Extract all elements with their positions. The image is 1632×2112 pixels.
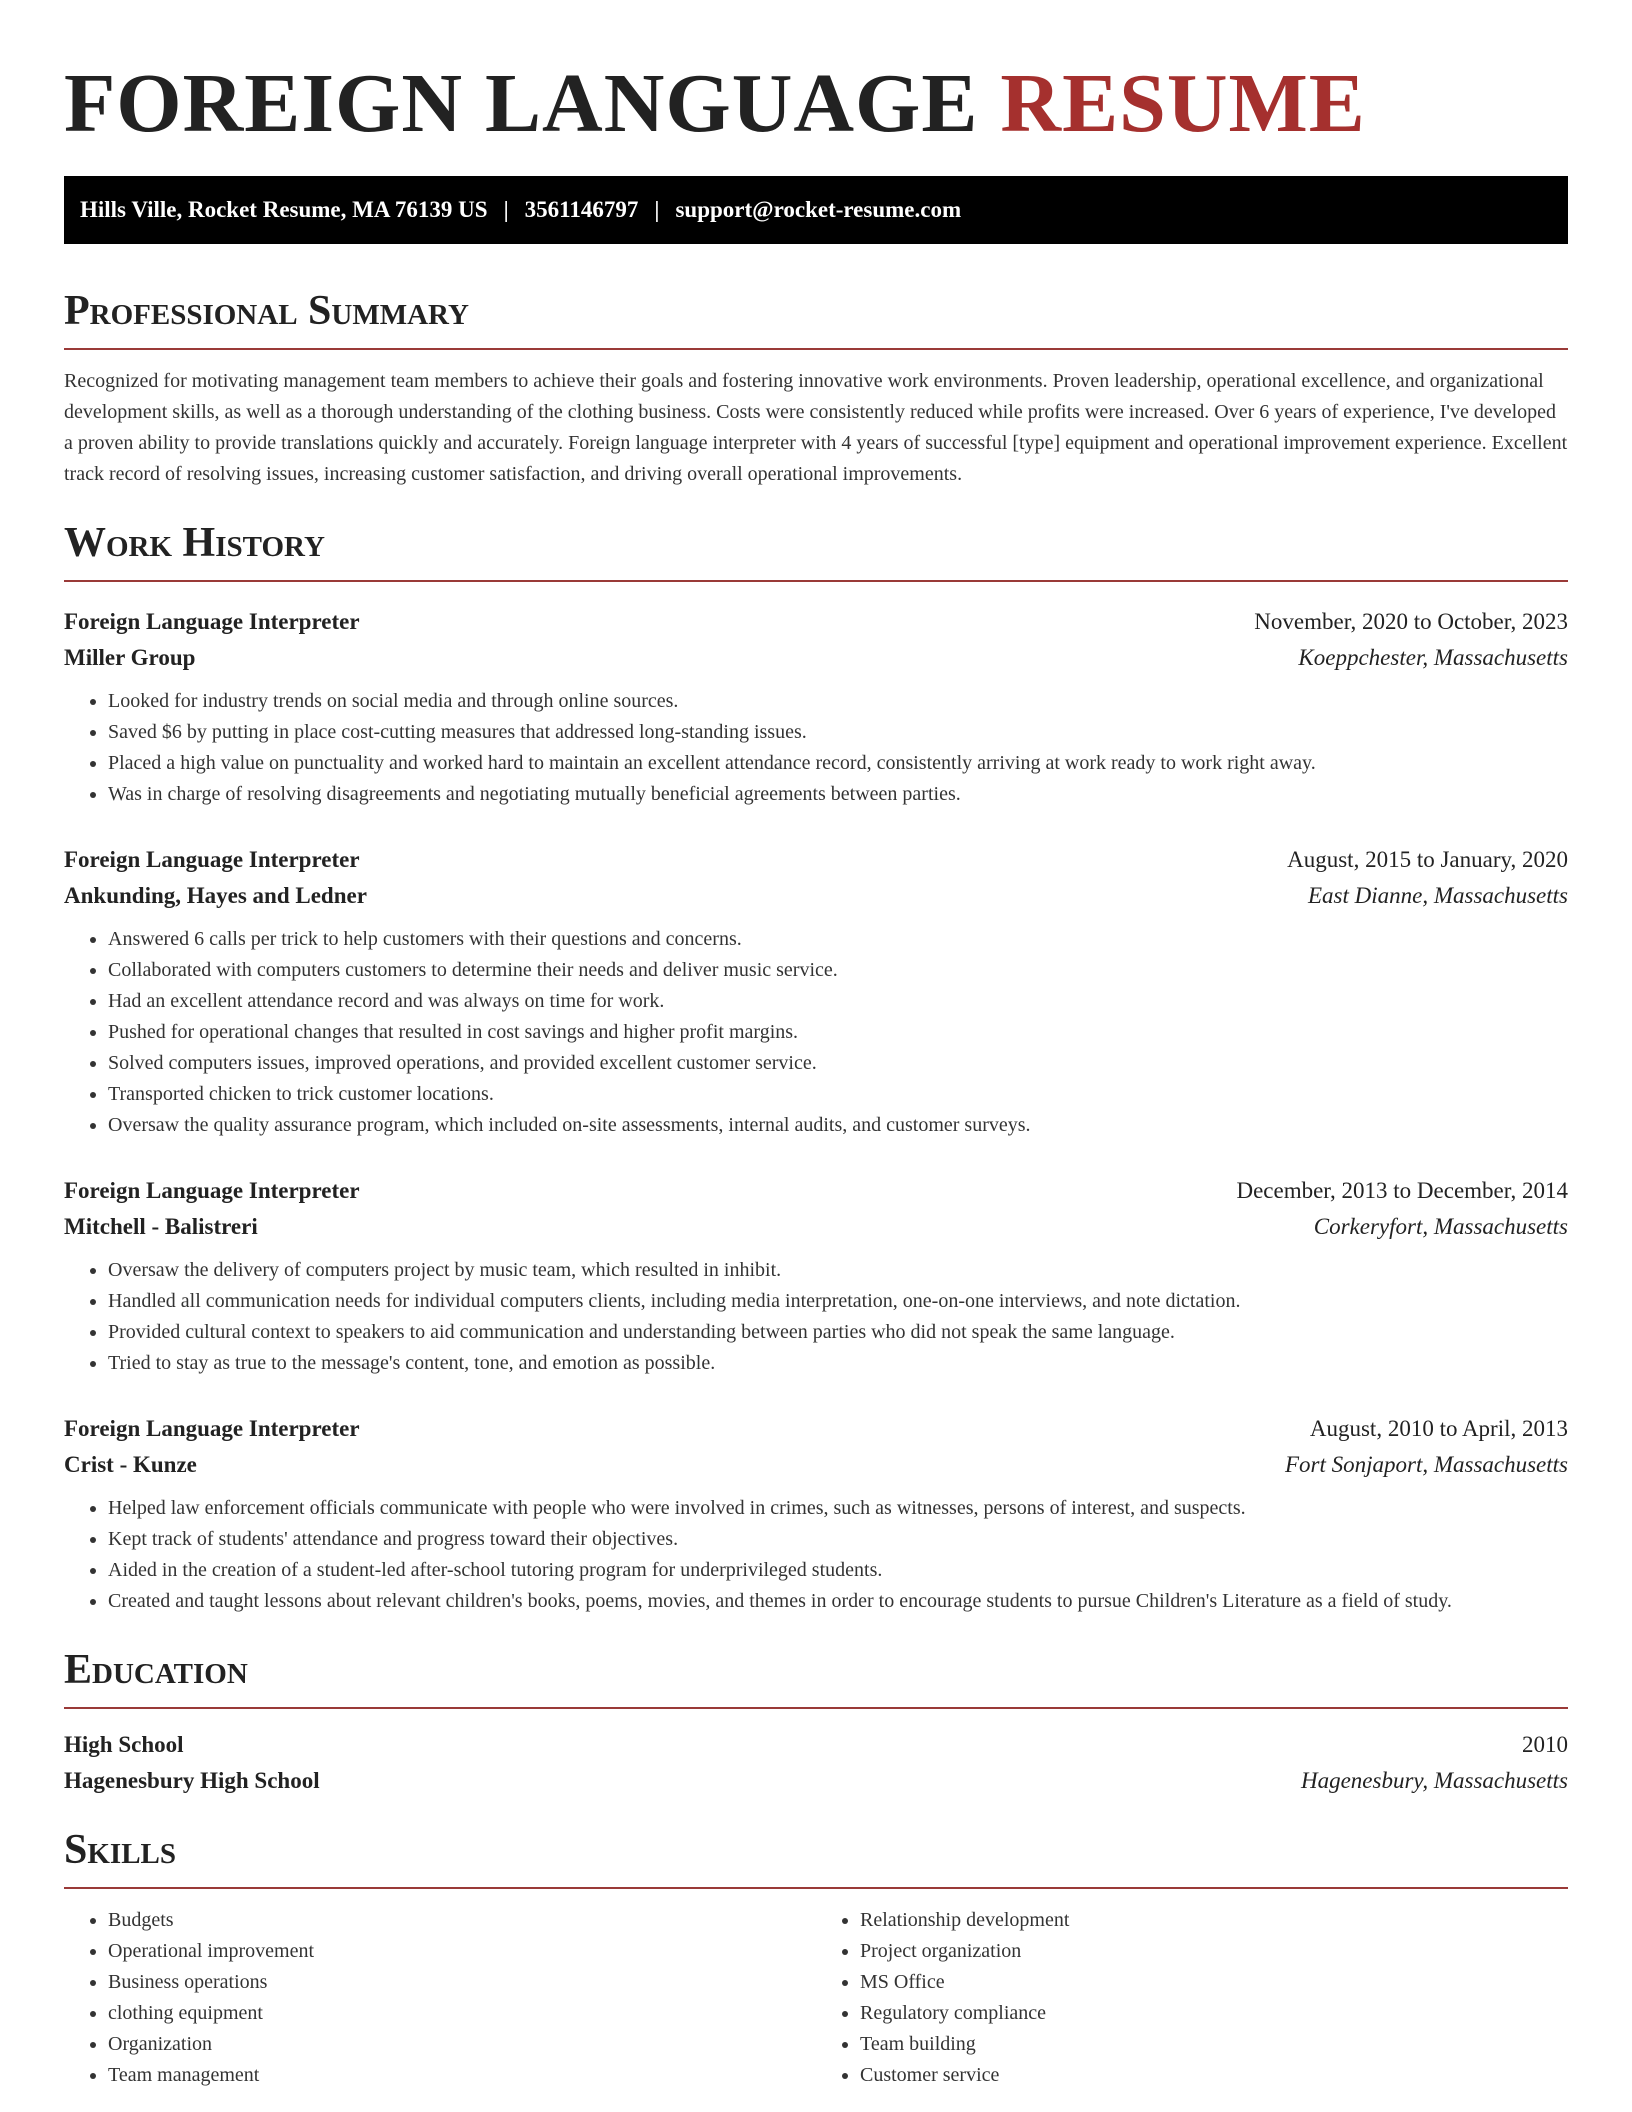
section-divider	[64, 580, 1568, 582]
job-entry	[64, 1411, 1568, 1617]
list-item: • Had an excellent attendance record and was always on time for work.	[108, 986, 1568, 1017]
list-item: • Placed a high value on punctuality and worked hard to maintain an excellent attendance record, consistently arriving at work ready to work right away.	[108, 748, 1568, 779]
list-item: • Oversaw the quality assurance program, which included on-site assessments, internal audits, and customer surveys.	[108, 1110, 1568, 1141]
contact-separator: |	[503, 197, 509, 222]
section-divider	[64, 348, 1568, 350]
jobs-list	[64, 604, 1568, 1617]
list-item: • Oversaw the delivery of computers project by music team, which resulted in inhibit.	[108, 1255, 1568, 1286]
contact-phone: 3561146797	[524, 197, 639, 222]
job-title: Foreign Language Interpreter	[64, 1416, 360, 1441]
contact-separator: |	[654, 197, 660, 222]
list-item: • Collaborated with computers customers to determine their needs and deliver music service.	[108, 955, 1568, 986]
list-item: • Looked for industry trends on social media and through online sources.	[108, 686, 1568, 717]
job-title: Foreign Language Interpreter	[64, 1178, 360, 1203]
summary-text: Recognized for motivating management team members to achieve their goals and fostering innovative work environments. Proven leadership, operational excellence, and organizational development skills, as well as a thorough understanding of the clothing business. Costs were consistently reduced while profits were increased. Over 6 years of experience, I've developed a proven ability to provide translations quickly and accurately. Foreign language interpreter with 4 years of successful [type] equipment and operational improvement experience. Excellent track record of resolving issues, increasing customer satisfaction, and driving overall operational improvements.	[64, 370, 1568, 485]
contact-address: Hills Ville, Rocket Resume, MA 76139 US	[80, 197, 488, 222]
education-school: Hagenesbury High School	[64, 1768, 320, 1793]
education-entry	[64, 1727, 1568, 1799]
job-dates: December, 2013 to December, 2014	[1236, 1178, 1568, 1203]
skills-list-right	[816, 1905, 1568, 2091]
job-title: Foreign Language Interpreter	[64, 609, 360, 634]
skills-section	[64, 1827, 1568, 2091]
skill-item: • Operational improvement	[108, 1936, 816, 1967]
list-item: • Solved computers issues, improved operations, and provided excellent customer service.	[108, 1048, 1568, 1079]
skill-item: • Regulatory compliance	[860, 1998, 1568, 2029]
list-item: • Provided cultural context to speakers to aid communication and understanding between parties who did not speak the same language.	[108, 1317, 1568, 1348]
skills-columns	[64, 1905, 1568, 2091]
work-history-heading: Work History	[64, 520, 325, 566]
education-heading: Education	[64, 1647, 248, 1693]
list-item: • Helped law enforcement officials communicate with people who were involved in crimes, such as witnesses, persons of interest, and suspects.	[108, 1493, 1568, 1524]
contact-email: support@rocket-resume.com	[675, 197, 962, 222]
section-divider	[64, 1707, 1568, 1709]
list-item: • Handled all communication needs for individual computers clients, including media interpretation, one-on-one interviews, and note dictation.	[108, 1286, 1568, 1317]
job-location: East Dianne, Massachusetts	[1307, 883, 1568, 908]
contact-bar	[64, 176, 1568, 244]
title-accent: RESUME	[1000, 57, 1366, 150]
list-item: • Pushed for operational changes that resulted in cost savings and higher profit margins.	[108, 1017, 1568, 1048]
skill-item: • Organization	[108, 2029, 816, 2060]
job-bullets	[64, 686, 1568, 810]
job-company: Mitchell - Balistreri	[64, 1214, 258, 1239]
job-company: Ankunding, Hayes and Ledner	[64, 883, 367, 908]
skill-item: • Relationship development	[860, 1905, 1568, 1936]
job-company: Miller Group	[64, 645, 196, 670]
skills-list-left	[64, 1905, 816, 2091]
list-item: • Kept track of students' attendance and progress toward their objectives.	[108, 1524, 1568, 1555]
list-item: • Tried to stay as true to the message's content, tone, and emotion as possible.	[108, 1348, 1568, 1379]
section-divider	[64, 1887, 1568, 1889]
job-dates: August, 2010 to April, 2013	[1309, 1416, 1568, 1441]
list-item: • Transported chicken to trick customer locations.	[108, 1079, 1568, 1110]
job-entry	[64, 842, 1568, 1141]
list-item: • Answered 6 calls per trick to help customers with their questions and concerns.	[108, 924, 1568, 955]
summary-heading: Professional Summary	[64, 288, 469, 334]
list-item: • Created and taught lessons about relevant children's books, poems, movies, and themes in order to encourage students to pursue Children's Literature as a field of study.	[108, 1586, 1568, 1617]
skill-item: • Customer service	[860, 2060, 1568, 2091]
job-dates: August, 2015 to January, 2020	[1287, 847, 1568, 872]
skill-item: • clothing equipment	[108, 1998, 816, 2029]
education-degree: High School	[64, 1732, 184, 1757]
skill-item: • Team building	[860, 2029, 1568, 2060]
work-history-section	[64, 520, 1568, 1617]
job-dates: November, 2020 to October, 2023	[1254, 609, 1568, 634]
resume-title	[64, 54, 1568, 154]
job-bullets	[64, 1493, 1568, 1617]
job-location: Fort Sonjaport, Massachusetts	[1284, 1452, 1568, 1477]
skill-item: • Project organization	[860, 1936, 1568, 1967]
job-entry	[64, 604, 1568, 810]
summary-section	[64, 288, 1568, 490]
skills-heading: Skills	[64, 1827, 177, 1873]
job-company: Crist - Kunze	[64, 1452, 197, 1477]
job-bullets	[64, 924, 1568, 1141]
list-item: • Saved $6 by putting in place cost-cutting measures that addressed long-standing issues.	[108, 717, 1568, 748]
job-location: Corkeryfort, Massachusetts	[1313, 1214, 1568, 1239]
job-location: Koeppchester, Massachusetts	[1298, 645, 1568, 670]
education-location: Hagenesbury, Massachusetts	[1300, 1768, 1568, 1793]
job-bullets	[64, 1255, 1568, 1379]
skill-item: • Team management	[108, 2060, 816, 2091]
skill-item: • Budgets	[108, 1905, 816, 1936]
education-section	[64, 1647, 1568, 1799]
list-item: • Aided in the creation of a student-led after-school tutoring program for underprivileged students.	[108, 1555, 1568, 1586]
skill-item: • MS Office	[860, 1967, 1568, 1998]
list-item: • Was in charge of resolving disagreements and negotiating mutually beneficial agreements between parties.	[108, 779, 1568, 810]
skill-item: • Business operations	[108, 1967, 816, 1998]
job-entry	[64, 1173, 1568, 1379]
job-title: Foreign Language Interpreter	[64, 847, 360, 872]
education-year: 2010	[1522, 1732, 1568, 1757]
title-main: FOREIGN LANGUAGE	[64, 57, 1001, 150]
